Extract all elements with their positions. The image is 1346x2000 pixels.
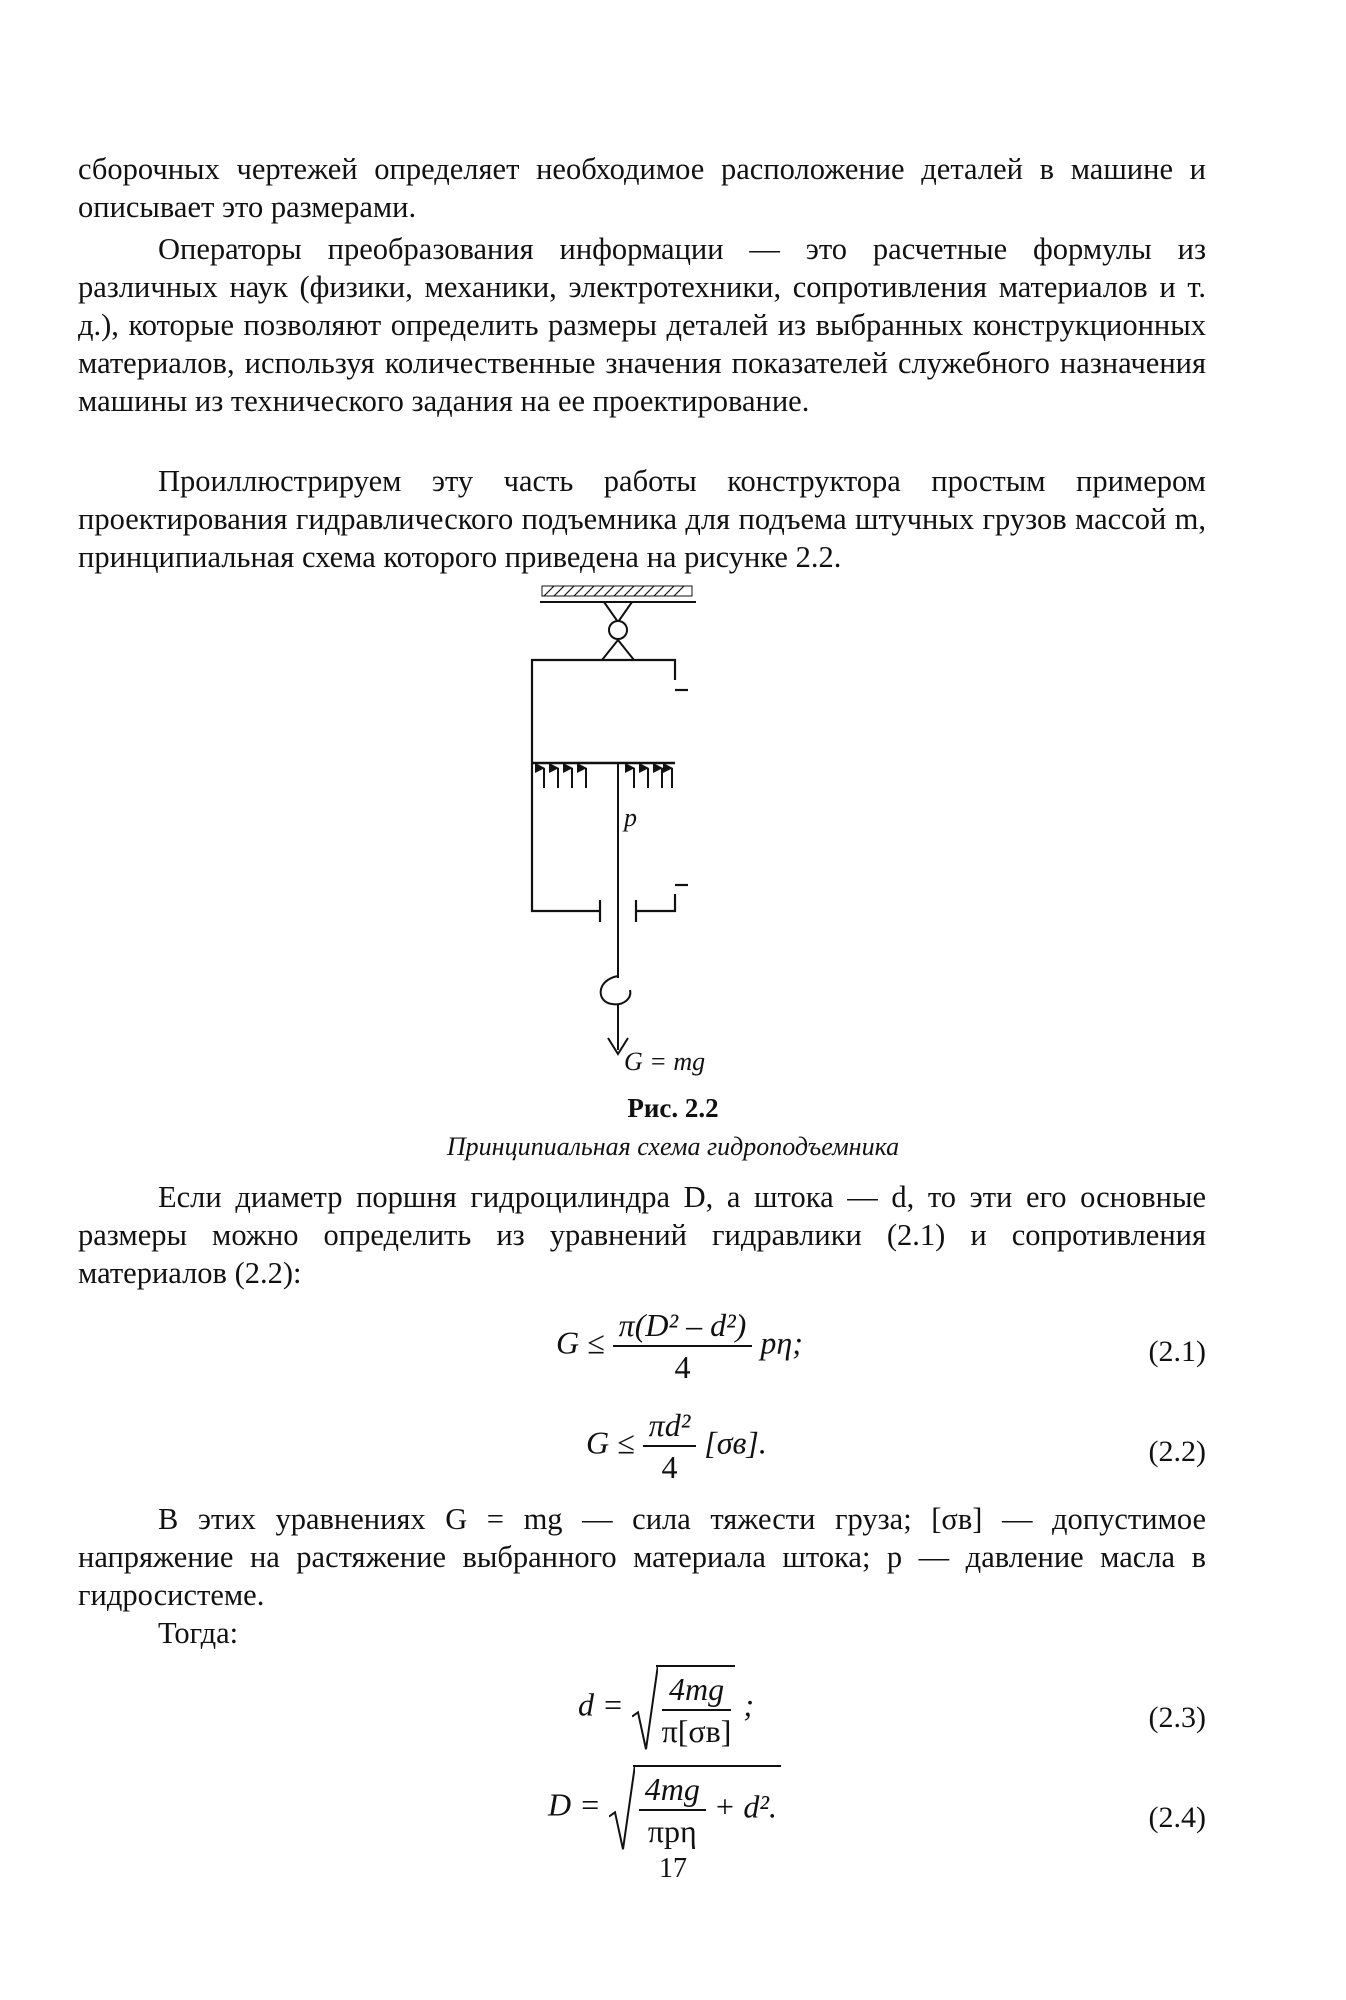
eq-2-3-lhs: d = [578,1686,624,1723]
eq-2-4-sqrt [609,1765,781,1851]
eq-2-1-formula [556,1305,803,1387]
diagram-svg [500,578,770,1078]
hinge-joint [602,602,634,660]
pressure-label: p [624,803,637,832]
eq-2-2-rhs: [σв]. [704,1424,767,1461]
figure-caption-subtitle: Принципиальная схема гидроподъемника [446,1132,900,1161]
radical-sign [609,1765,635,1851]
radical-sign [632,1665,658,1751]
eq-2-4-number: (2.4) [1148,1801,1206,1834]
eq-2-1-numerator: π(D² – d²) [613,1305,753,1347]
paragraph-5: В этих уравнениях G = mg — сила тяжести груза; [σв] — допустимое напряжение на растяжение выбранного материала штока; p — давление масла в гидросистеме. [78,1502,1206,1612]
paragraph-3: Проиллюстрируем эту часть работы конструктора простым примером проектирования гидравлического подъемника для подъема штучных грузов массой m, принципиальная схема которого приведена на рисунке 2.2. [78,464,1206,574]
ceiling-support [540,586,696,602]
equation-2-2 [0,1405,1346,1505]
eq-2-4-rhs: + d². [713,1788,777,1825]
equation-2-1 [0,1305,1346,1405]
eq-2-4-numerator: 4mg [639,1769,706,1811]
paragraph-2: Операторы преобразования информации — это расчетные формулы из различных наук (физики, механики, электротехники, сопротивления материалов и т. д.), которые позволяют определить размеры деталей из выбранных конструкционных материалов, используя количественные значения показателей служебного назначения машины из технического задания на ее проектирование. [78,232,1206,418]
eq-2-2-denominator: 4 [661,1449,678,1485]
eq-2-2-fraction [643,1405,697,1487]
eq-2-3-rhs: ; [743,1686,755,1723]
force-label: G = mg [624,1047,706,1076]
eq-2-4-denominator: πpη [647,1813,697,1849]
eq-2-3-formula [578,1665,754,1751]
eq-2-4-fraction [639,1769,706,1851]
eq-2-1-rhs: pη; [760,1324,803,1361]
hydraulic-lift-diagram [500,578,770,1078]
paragraph-1: сборочных чертежей определяет необходимое расположение деталей в машине и описывает это размерами. [78,152,1206,224]
eq-2-1-number: (2.1) [1148,1335,1206,1368]
hook [601,976,631,1004]
figure-caption-title: Рис. 2.2 [627,1093,719,1123]
eq-2-4-lhs: D = [548,1786,601,1823]
cylinder-body [532,660,688,922]
eq-2-2-formula [586,1405,767,1487]
eq-2-1-lhs: G ≤ [556,1324,605,1361]
eq-2-4-formula [548,1765,781,1851]
eq-2-2-number: (2.2) [1148,1435,1206,1468]
paragraph-4: Если диаметр поршня гидроцилиндра D, а штока — d, то эти его основные размеры можно определить из уравнений гидравлики (2.1) и сопротивления материалов (2.2): [78,1180,1206,1290]
eq-2-3-denominator: π[σв] [661,1713,732,1749]
eq-2-3-sqrt [632,1665,736,1751]
eq-2-3-fraction [662,1669,732,1751]
eq-2-1-fraction [613,1305,753,1387]
eq-2-3-numerator: 4mg [662,1669,732,1711]
paragraph-6: Тогда: [158,1616,239,1650]
equation-2-3 [0,1665,1346,1775]
eq-2-2-lhs: G ≤ [586,1424,635,1461]
eq-2-1-denominator: 4 [674,1349,691,1385]
eq-2-2-numerator: πd² [643,1405,697,1447]
eq-2-3-number: (2.3) [1148,1701,1206,1734]
page-number: 17 [659,1853,687,1884]
pressure-arrows [544,768,672,788]
